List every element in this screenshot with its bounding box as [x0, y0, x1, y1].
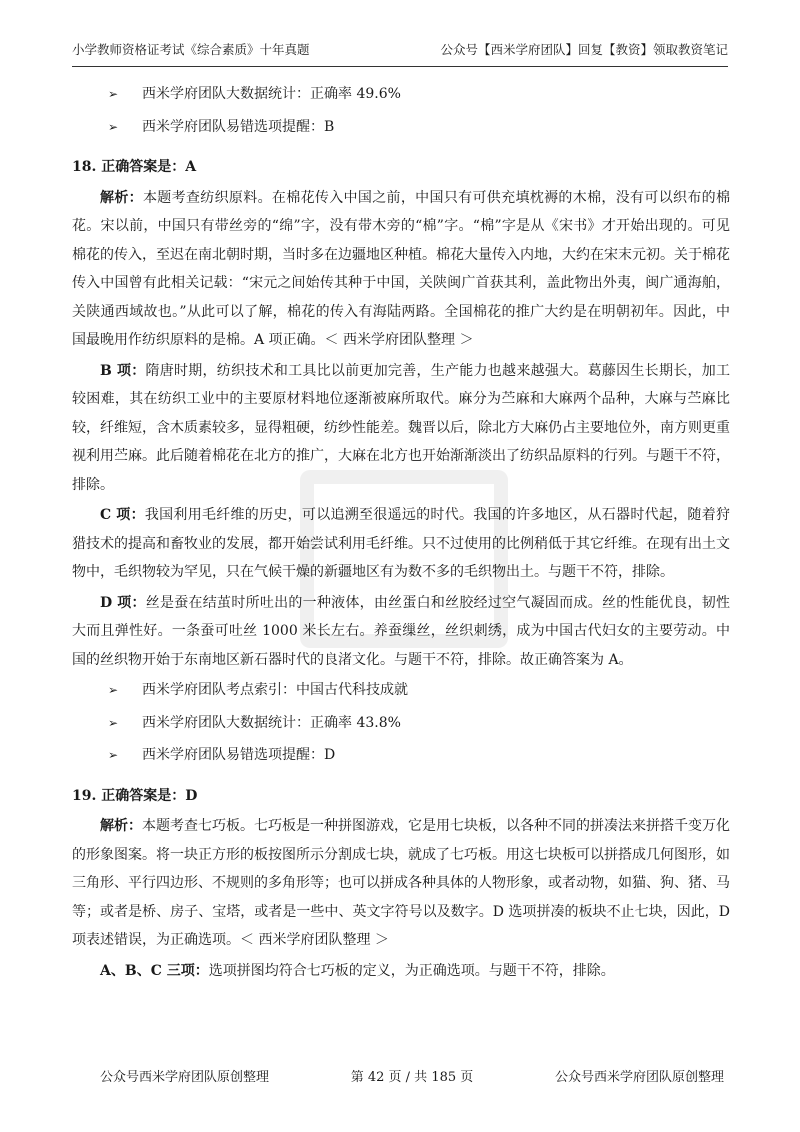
list-item: ➢ 西米学府团队考点索引：中国古代科技成就 — [72, 676, 730, 705]
question-18-answer: 18. 正确答案是：A — [72, 159, 197, 175]
page-content — [72, 80, 730, 987]
q19-options-abc: A、B、C 三项：选项拼图均符合七巧板的定义，为正确选项。与题干不符，排除。 — [100, 962, 615, 979]
list-item: ➢ 西米学府团队大数据统计：正确率 43.8% — [72, 709, 730, 738]
q18-option-b: B 项：隋唐时期，纺织技术和工具比以前更加完善，生产能力也越来越强大。葛藤因生长期长，加工较困难，其在纺织工业中的主要原材料地位逐渐被麻所取代。麻分为苎麻和大麻两个品种，大麻与苎麻比较，纤维短，含木质素较多，显得粗硬，纺纱性能差。魏晋以后，除北方大麻仍占主要地位外，南方则更重视利用苎麻。此后随着棉花在北方的推广，大麻在北方也开始渐渐淡出了纺织品原料的行列。与题干不符，排除。 — [72, 362, 730, 493]
arrow-bullet-icon: ➢ — [108, 748, 119, 762]
list-item: ➢ 西米学府团队易错选项提醒：D — [72, 741, 730, 770]
header-left: 小学教师资格证考试《综合素质》十年真题 — [72, 42, 310, 57]
arrow-bullet-icon: ➢ — [108, 87, 119, 101]
arrow-bullet-icon: ➢ — [108, 119, 119, 134]
q19-analysis: 解析：本题考查七巧板。七巧板是一种拼图游戏，它是用七块板，以各种不同的拼凑法来拼搭千变万化的形象图案。将一块正方形的板按图所示分割成七块，就成了七巧板。用这七块板可以拼搭成几何图形，如三角形、平行四边形、不规则的多角形等；也可以拼成各种具体的人物形象，或者动物，如猫、狗、猪、马等；或者是桥、房子、宝塔，或者是一些中、英文字符号以及数字。D 选项拼凑的板块不止七块，因此，D 项表述错误，为正确选项。＜ 西米学府团队整理 ＞ — [72, 818, 730, 948]
q18-analysis: 解析：本题考查纺织原料。在棉花传入中国之前，中国只有可供充填枕褥的木棉，没有可以织布的棉花。宋以前，中国只有带丝旁的“绵”字，没有带木旁的“棉”字。“棉”字是从《宋书》才开始出现的。可见棉花的传入，至迟在南北朝时期，当时多在边疆地区种植。棉花大量传入内地，大约在宋末元初。关于棉花传入中国曾有此相关记载：“宋元之间始传其种于中国，关陕闽广首获其利，盖此物出外夷，闽广通海舶，关陕通西域故也。”从此可以了解，棉花的传入有海陆两路。全国棉花的推广大约是在明朝初年。因此，中国最晚用作纺织原料的是棉。A 项正确。＜ 西米学府团队整理 ＞ — [72, 189, 731, 348]
q18-option-d: D 项：丝是蚕在结茧时所吐出的一种液体，由丝蛋白和丝胶经过空气凝固而成。丝的性能优良，韧性大而且弹性好。一条蚕可吐丝 1000 米长左右。养蚕缫丝，丝织刺绣，成为中国古代妇女的主要劳动。中国的丝织物开始于东南地区新石器时代的良渚文化。与题干不符，排除。故正确答案为 A。 — [72, 594, 730, 668]
arrow-bullet-icon: ➢ — [108, 683, 119, 697]
footer-left: 公众号西米学府团队原创整理 — [100, 1070, 270, 1085]
header-right: 公众号【西米学府团队】回复【教资】领取教资笔记 — [440, 42, 728, 57]
question-19-answer: 19. 正确答案是：D — [72, 787, 198, 804]
q18-option-c: C 项：我国利用毛纤维的历史，可以追溯至很遥远的时代。我国的许多地区，从石器时代起，随着狩猎技术的提高和畜牧业的发展，都开始尝试利用毛纤维。只不过使用的比例稍低于其它纤维。在现有出土文物中，毛织物较为罕见，只在气候干燥的新疆地区有为数不多的毛织物出土。与题干不符，排除。 — [72, 507, 730, 580]
list-item: ➢ 西米学府团队大数据统计：正确率 49.6% — [72, 80, 730, 109]
page-number: 第 42 页 / 共 185 页 — [350, 1070, 474, 1085]
footer-right: 公众号西米学府团队原创整理 — [554, 1070, 724, 1085]
page-header — [72, 40, 728, 67]
list-item: ➢ 西米学府团队易错选项提醒：B — [72, 113, 730, 142]
page-footer — [100, 1066, 724, 1085]
arrow-bullet-icon: ➢ — [108, 715, 119, 730]
